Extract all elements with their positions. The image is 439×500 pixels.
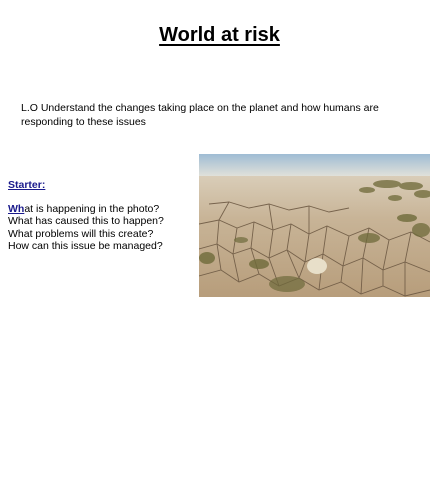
question-highlight: Wh	[8, 203, 25, 216]
starter-question-3: What problems will this create?	[8, 227, 154, 240]
drought-photo	[199, 154, 430, 297]
slide-title	[0, 22, 439, 48]
starter-question-1	[8, 203, 193, 215]
slide-title-text: World at risk	[159, 24, 280, 46]
starter-question-2: What has caused this to happen?	[8, 215, 164, 228]
starter-question-4: How can this issue be managed?	[8, 239, 163, 252]
learning-objective: L.O Understand the changes taking place on the planet and how humans are responding to these issues	[21, 102, 379, 128]
photo-sky	[199, 154, 430, 178]
starter-block	[8, 179, 193, 252]
question-1-rest: at is happening in the photo?	[24, 203, 160, 216]
starter-heading: Starter:	[8, 179, 46, 191]
drought-photo-illustration	[199, 154, 430, 297]
photo-rock	[307, 258, 327, 274]
